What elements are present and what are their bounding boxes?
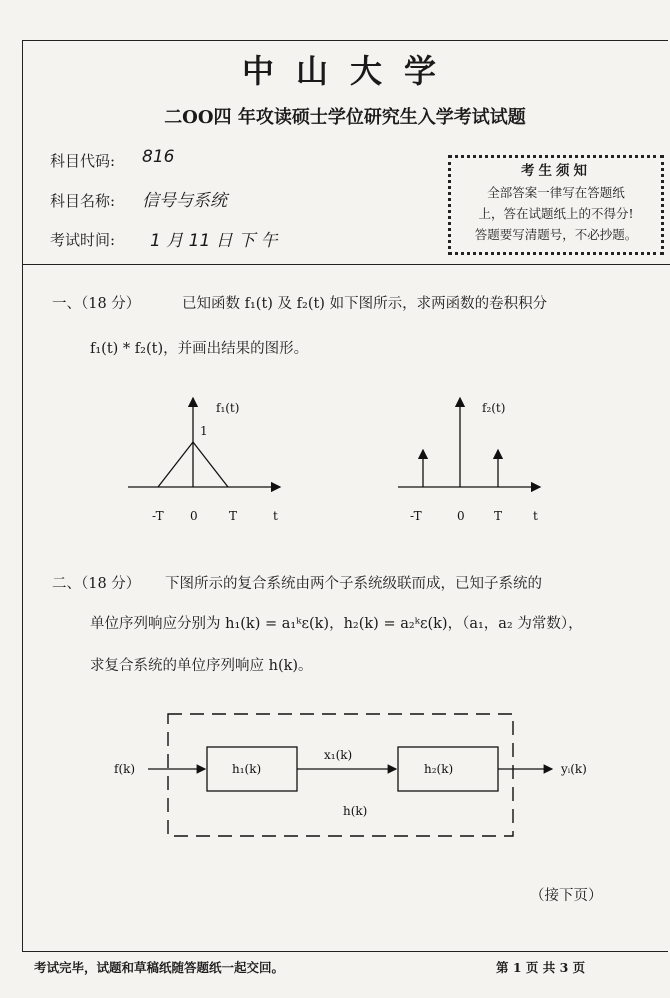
f2-tick-axis: t (533, 509, 538, 523)
notice-line-3: 答题要写清题号，不必抄题。 (474, 227, 638, 242)
q1-number: 一、（18 分） (52, 296, 141, 312)
input-label: f(k) (114, 762, 136, 776)
header-separator (22, 264, 670, 265)
f2-ylabel: f₂(t) (482, 401, 506, 415)
f2-tick-zero: 0 (457, 509, 465, 523)
f2-tick-t: T (494, 509, 503, 523)
output-label: yᵢ(k) (561, 762, 587, 776)
overall-system-box (168, 714, 513, 836)
f2-graph (390, 390, 560, 530)
subject-code-label: 科目代码: (50, 152, 116, 170)
overall-label: h(k) (343, 804, 368, 818)
subject-name: 信号与系统 (142, 191, 227, 211)
q2-text-c: 求复合系统的单位序列响应 h(k)。 (90, 658, 313, 674)
notice-box (448, 155, 664, 255)
footer-note: 考试完毕，试题和草稿纸随答题纸一起交回。 (34, 960, 285, 975)
f1-peak-label: 1 (200, 424, 208, 438)
h1-label: h₁(k) (232, 762, 262, 776)
h2-label: h₂(k) (424, 762, 454, 776)
notice-line-2: 上，答在试题纸上的不得分! (478, 206, 634, 221)
cascade-diagram (100, 700, 620, 850)
notice-line-1: 全部答案一律写在答题纸 (487, 185, 625, 200)
f2-tick-neg-t: -T (410, 509, 422, 523)
exam-title: 二OO四 年攻读硕士学位研究生入学考试试题 (164, 107, 526, 128)
f1-tick-t: T (229, 509, 238, 523)
page-number: 第 1 页 共 3 页 (496, 960, 586, 975)
q1-text-b: f₁(t) * f₂(t)，并画出结果的图形。 (90, 341, 309, 357)
f1-ylabel: f₁(t) (216, 401, 240, 415)
q2-text-a: 下图所示的复合系统由两个子系统级联而成，已知子系统的 (165, 576, 542, 592)
exam-time: 1 月 11 日 下 午 (150, 231, 278, 251)
f1-tick-zero: 0 (190, 509, 198, 523)
q2-number: 二、（18 分） (52, 576, 141, 592)
f1-graph (120, 390, 300, 530)
continued-note: （接下页） (530, 888, 603, 904)
q1-text-a: 已知函数 f₁(t) 及 f₂(t) 如下图所示，求两函数的卷积积分 (182, 296, 548, 312)
f1-tick-axis: t (273, 509, 278, 523)
mid-label: x₁(k) (324, 748, 353, 762)
university-name: 中山大学 (241, 52, 458, 90)
subject-code: 816 (142, 147, 175, 167)
q2-text-b: 单位序列响应分别为 h₁(k) = a₁ᵏε(k)，h₂(k) = a₂ᵏε(k)，（a₁，a₂ 为常数）， (90, 616, 583, 632)
f1-tick-neg-t: -T (152, 509, 164, 523)
notice-title: 考生须知 (521, 163, 591, 179)
subject-name-label: 科目名称: (50, 192, 116, 210)
exam-time-label: 考试时间: (50, 231, 116, 249)
